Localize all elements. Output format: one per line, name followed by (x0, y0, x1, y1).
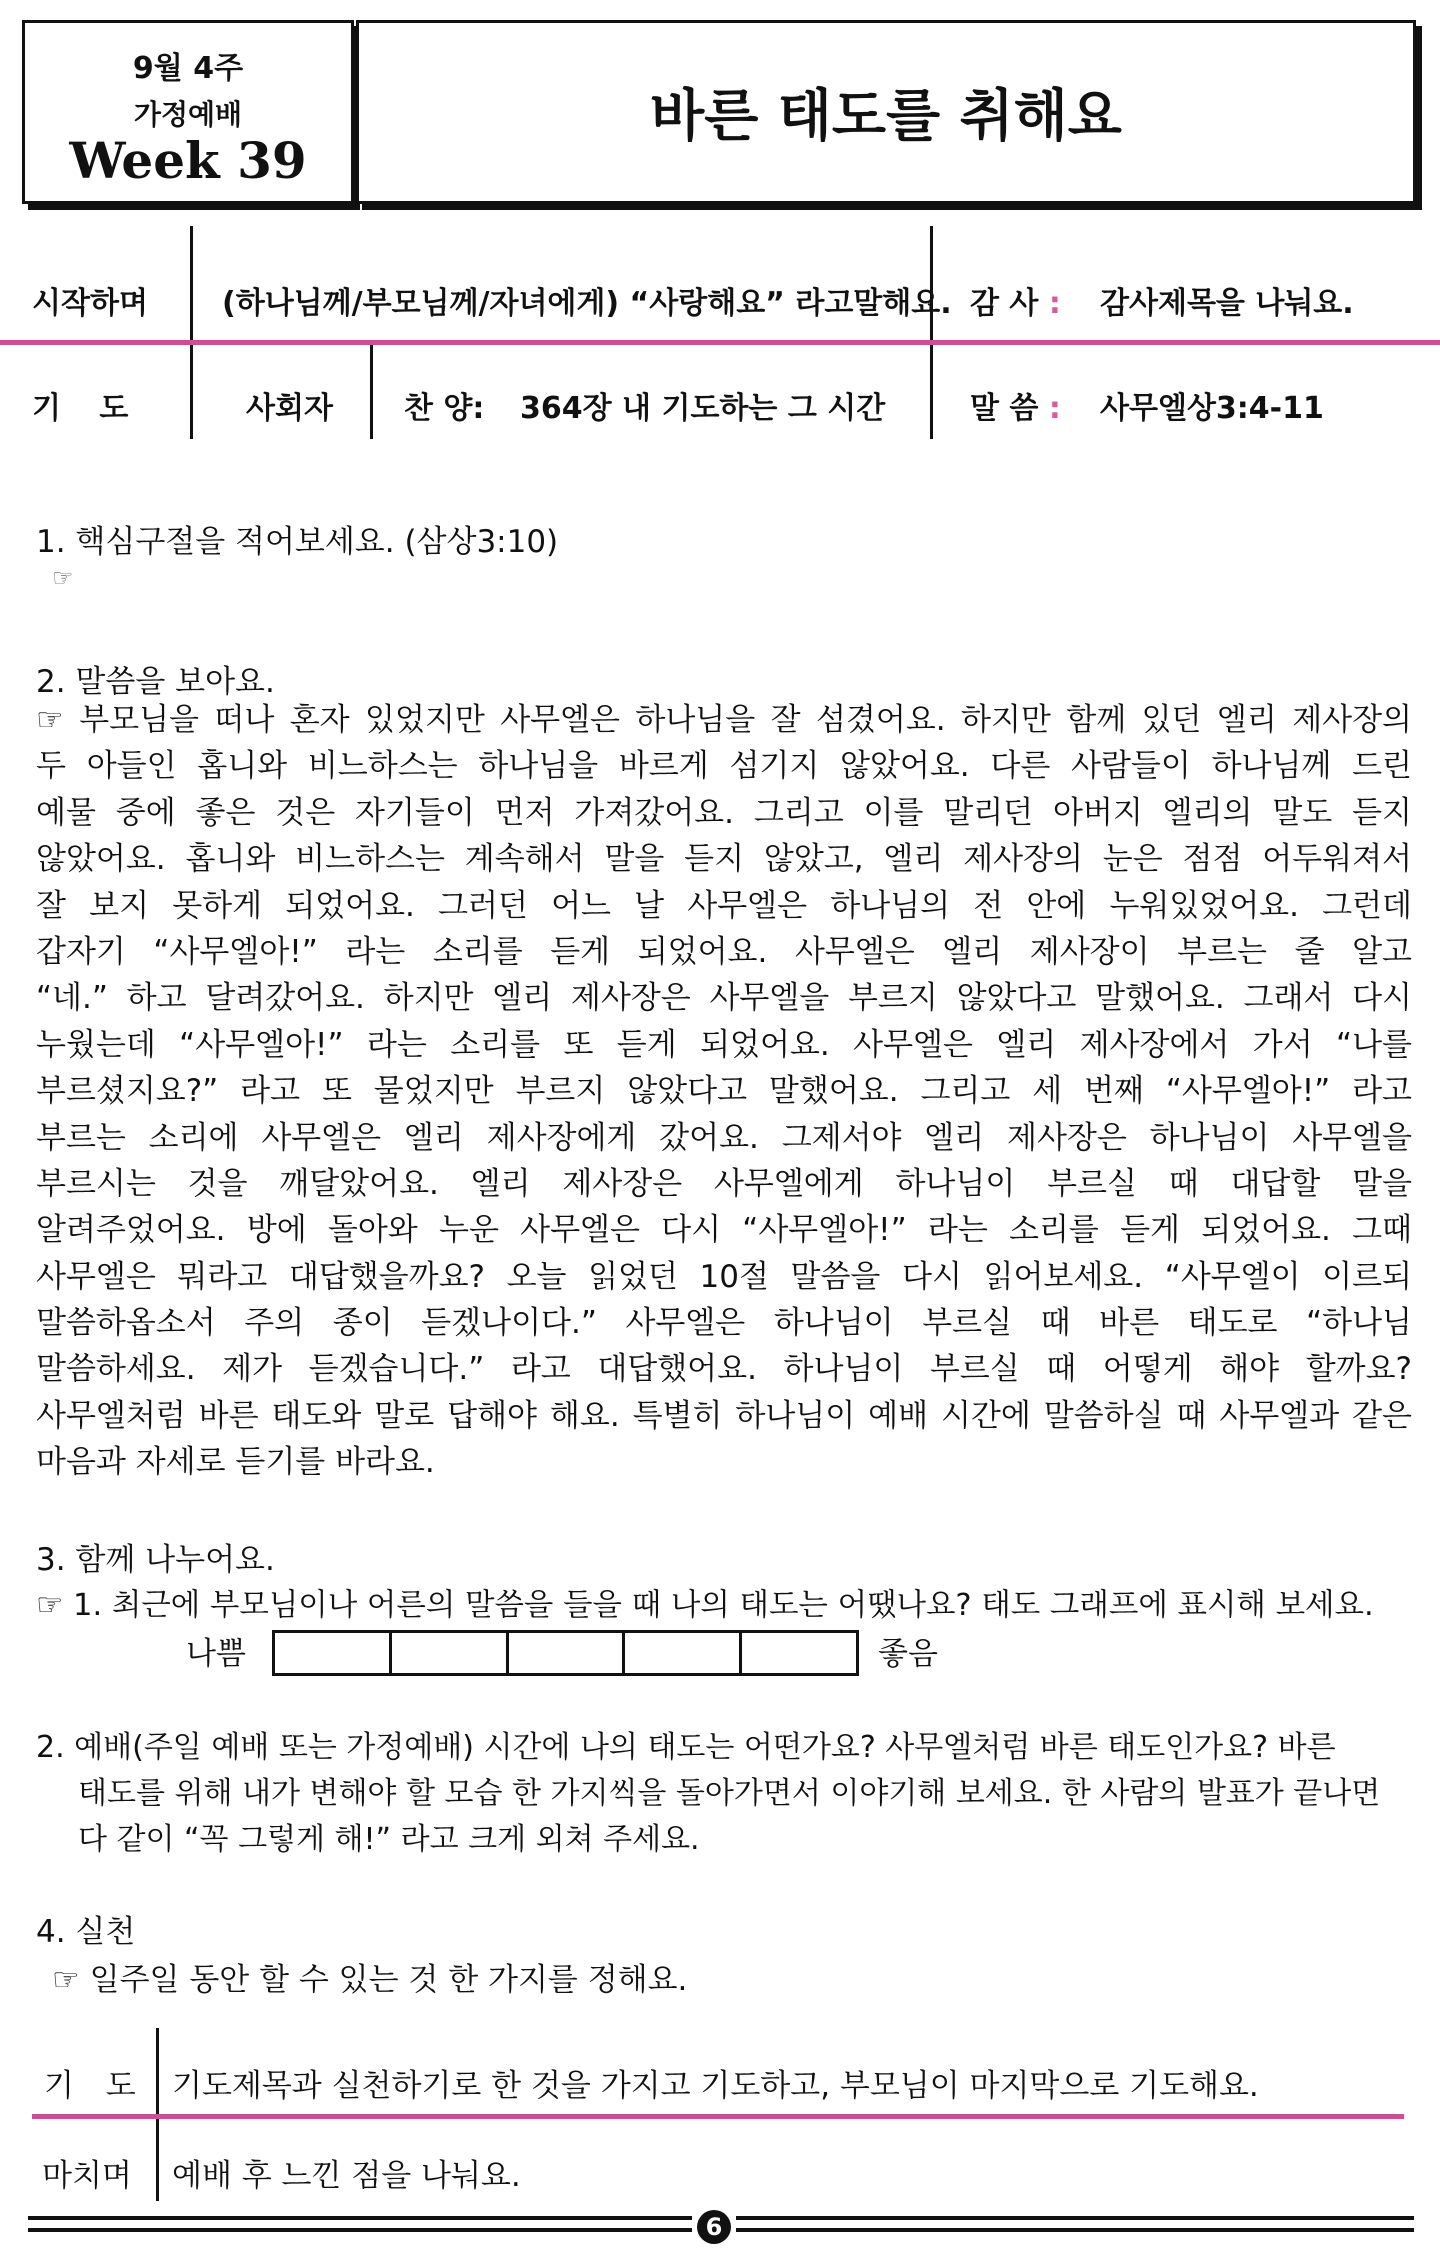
hymn-value: 364장 내 기도하는 그 시간 (520, 391, 886, 426)
rating-cell[interactable] (275, 1633, 392, 1673)
sermon-line: “네.” 하고 달려갔어요. 하지만 엘리 제사장은 사무엘을 부르지 않았다고 말했어요. 그래서 다시 (36, 980, 1412, 1017)
question-2-line: 다 같이 “꼭 그렇게 해!” 라고 크게 외쳐 주세요. (78, 1822, 700, 1857)
rating-cell[interactable] (509, 1633, 626, 1673)
word-label: 말 씀 : (970, 391, 1061, 426)
title-box (356, 20, 1416, 204)
sermon-line: 사무엘처럼 바른 태도와 말로 답해야 해요. 특별히 하나님이 예배 시간에 말씀하실 때 사무엘과 같은 (36, 1397, 1412, 1434)
sermon-line: 예물 중에 좋은 것은 자기들이 먼저 가져갔어요. 그리고 이를 말리던 아버지 엘리의 말도 듣지 (36, 794, 1412, 831)
pointing-hand-icon: ☞ (52, 564, 74, 592)
row-start-label: 시작하며 (32, 286, 148, 321)
sermon-line: 않았어요. 홉니와 비느하스는 계속해서 말을 듣지 않았고, 엘리 제사장의 눈은 점점 어두워져서 (36, 841, 1412, 878)
week-date: 9월 4주 (132, 51, 244, 86)
sermon-line: 사무엘은 뭐라고 대답했을까요? 오늘 읽었던 10절 말씀을 다시 읽어보세요. “사무엘이 이르되 (36, 1258, 1412, 1295)
scale-low-label: 나쁨 (186, 1636, 246, 1672)
row-leader: 사회자 (246, 391, 333, 426)
sermon-line: ☞ 부모님을 떠나 혼자 있었지만 사무엘은 하나님을 잘 섬겼어요. 하지만 함께 있던 엘리 제사장의 (36, 702, 1412, 738)
rating-cell[interactable] (742, 1633, 856, 1673)
scale-high-label: 좋음 (878, 1636, 938, 1672)
rating-cell[interactable] (392, 1633, 509, 1673)
sermon-line: 갑자기 “사무엘아!” 라는 소리를 듣게 되었어요. 사무엘은 엘리 제사장이 부르는 줄 알고 (36, 933, 1412, 970)
week-type: 가정예배 (133, 98, 243, 131)
section-3-title: 3. 함께 나누어요. (36, 1542, 275, 1578)
section-1-title: 1. 핵심구절을 적어보세요. (삼상3:10) (36, 524, 559, 560)
closing-prayer-label: 기 도 (44, 2068, 136, 2104)
question-2-line: 2. 예배(주일 예배 또는 가정예배) 시간에 나의 태도는 어떤가요? 사무엘처럼 바른 태도인가요? 바른 (36, 1730, 1336, 1765)
page-title: 바른 태도를 취해요 (650, 84, 1122, 149)
row-prayer-label: 기 도 (32, 391, 129, 426)
hymn-label: 찬 양: (404, 391, 485, 426)
sermon-body (36, 697, 1412, 1486)
sermon-line: 말씀하옵소서 주의 종이 듣겠나이다.” 사무엘은 하나님이 부르실 때 바른 태도로 “하나님 (36, 1305, 1412, 1342)
sermon-line: 두 아들인 홉니와 비느하스는 하나님을 바르게 섬기지 않았어요. 다른 사람들이 하나님께 드린 (36, 748, 1412, 785)
word-value: 사무엘상3:4-11 (1100, 391, 1324, 426)
practice-instruction: ☞ 일주일 동안 할 수 있는 것 한 가지를 정해요. (52, 1962, 688, 1998)
question-1: ☞ 1. 최근에 부모님이나 어른의 말씀을 들을 때 나의 태도는 어땠나요? 태도 그래프에 표시해 보세요. (36, 1588, 1374, 1623)
sermon-line: 부르는 소리에 사무엘은 엘리 제사장에게 갔어요. 그제서야 엘리 제사장은 하나님이 사무엘을 (36, 1119, 1412, 1156)
gamsa-value: 감사제목을 나눠요. (1100, 286, 1354, 321)
sermon-line: 말씀하세요. 제가 듣겠습니다.” 라고 대답했어요. 하나님이 부르실 때 어떻게 해야 할까요? (36, 1351, 1412, 1388)
attitude-rating-bar[interactable] (272, 1630, 859, 1676)
section-2-title: 2. 말씀을 보아요. (36, 664, 275, 700)
week-box (22, 20, 354, 204)
sermon-line: 잘 보지 못하게 되었어요. 그러던 어느 날 사무엘은 하나님의 전 안에 누워있었어요. 그런데 (36, 887, 1412, 924)
sermon-line: 부르시는 것을 깨달았어요. 엘리 제사장은 사무엘에게 하나님이 부르실 때 대답할 말을 (36, 1165, 1412, 1202)
sermon-line: 알려주었어요. 방에 돌아와 누운 사무엘은 다시 “사무엘아!” 라는 소리를 듣게 되었어요. 그때 (36, 1212, 1412, 1249)
sermon-line: 마음과 자세로 듣기를 바라요. (36, 1444, 435, 1481)
week-number: Week 39 (69, 131, 307, 190)
gamsa-label: 감 사 : (970, 286, 1061, 321)
question-2-line: 태도를 위해 내가 변해야 할 모습 한 가지씩을 돌아가면서 이야기해 보세요. 한 사람의 발표가 끝나면 (78, 1776, 1381, 1811)
section-4-title: 4. 실천 (36, 1914, 136, 1950)
page-number: 6 (697, 2210, 731, 2244)
closing-end-text: 예배 후 느낀 점을 나눠요. (172, 2158, 521, 2194)
sermon-line: 부르셨지요?” 라고 또 물었지만 부르지 않았다고 말했어요. 그리고 세 번째 “사무엘아!” 라고 (36, 1073, 1412, 1110)
row-start-content: (하나님께/부모님께/자녀에게) “사랑해요” 라고말해요. (222, 286, 952, 321)
closing-prayer-text: 기도제목과 실천하기로 한 것을 가지고 기도하고, 부모님이 마지막으로 기도해요. (172, 2068, 1259, 2104)
rating-cell[interactable] (625, 1633, 742, 1673)
closing-end-label: 마치며 (42, 2158, 132, 2194)
sermon-line: 누웠는데 “사무엘아!” 라는 소리를 또 듣게 되었어요. 사무엘은 엘리 제사장에서 가서 “나를 (36, 1026, 1412, 1063)
